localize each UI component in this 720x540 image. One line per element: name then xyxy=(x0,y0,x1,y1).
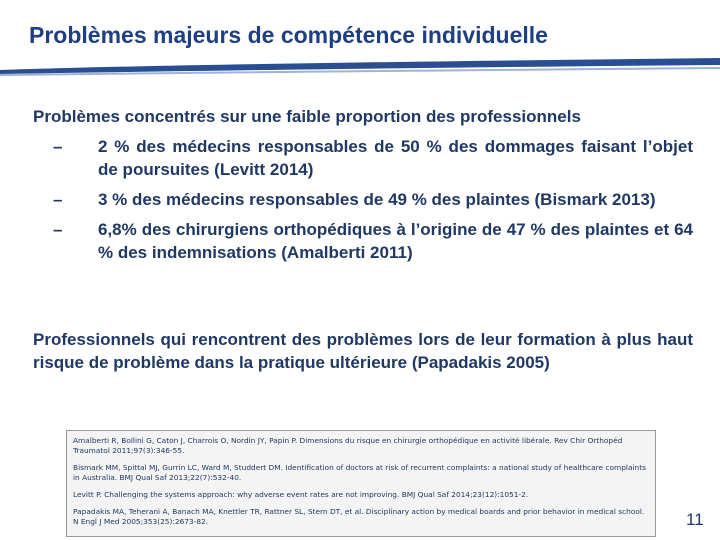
second-statement: Professionnels qui rencontrent des problèmes lors de leur formation à plus haut risque de problème dans la pratique ultérieure (Papadakis 2005) xyxy=(33,330,693,372)
header-swoosh-decoration xyxy=(0,54,720,94)
bullet-dash: – xyxy=(53,190,63,209)
references-box xyxy=(66,430,656,537)
reference-item: Amalberti R, Bollini G, Caton J, Charrois O, Nordin JY, Papin P. Dimensions du risque en chirurgie orthopédique en activité libérale. Rev Chir Orthopéd Traumatol 2011;97(3):346-55. xyxy=(73,436,623,455)
reference-item: Levitt P. Challenging the systems approach: why adverse event rates are not improving. BMJ Qual Saf 2014;23(12):1051-2. xyxy=(73,490,529,499)
page-number: 11 xyxy=(686,510,704,529)
bullet-list xyxy=(33,135,693,271)
reference-item: Bismark MM, Spittal MJ, Gurrin LC, Ward M, Studdert DM. Identification of doctors at risk of recurrent complaints: a national study of healthcare complaints in Australia. BMJ Qual Saf 2013;22(7):532-40. xyxy=(73,463,646,482)
bullet-dash: – xyxy=(53,137,63,156)
reference-item: Papadakis MA, Teherani A, Banach MA, Knettler TR, Rattner SL, Stern DT, et al. Disciplinary action by medical boards and prior behavior in medical school. N Engl J Med 2005;353(25):2673-82. xyxy=(73,507,645,526)
intro-statement: Problèmes concentrés sur une faible proportion des professionnels xyxy=(33,107,581,126)
bullet-item xyxy=(33,135,693,181)
bullet-item xyxy=(33,218,693,264)
bullet-text: 6,8% des chirurgiens orthopédiques à l’origine de 47 % des plaintes et 64 % des indemnisations (Amalberti 2011) xyxy=(98,220,693,262)
bullet-text: 2 % des médecins responsables de 50 % des dommages faisant l’objet de poursuites (Levitt 2014) xyxy=(98,137,693,179)
bullet-dash: – xyxy=(53,220,63,239)
bullet-item xyxy=(33,188,693,211)
bullet-text: 3 % des médecins responsables de 49 % des plaintes (Bismark 2013) xyxy=(98,190,656,209)
slide-title: Problèmes majeurs de compétence individuelle xyxy=(29,22,548,48)
